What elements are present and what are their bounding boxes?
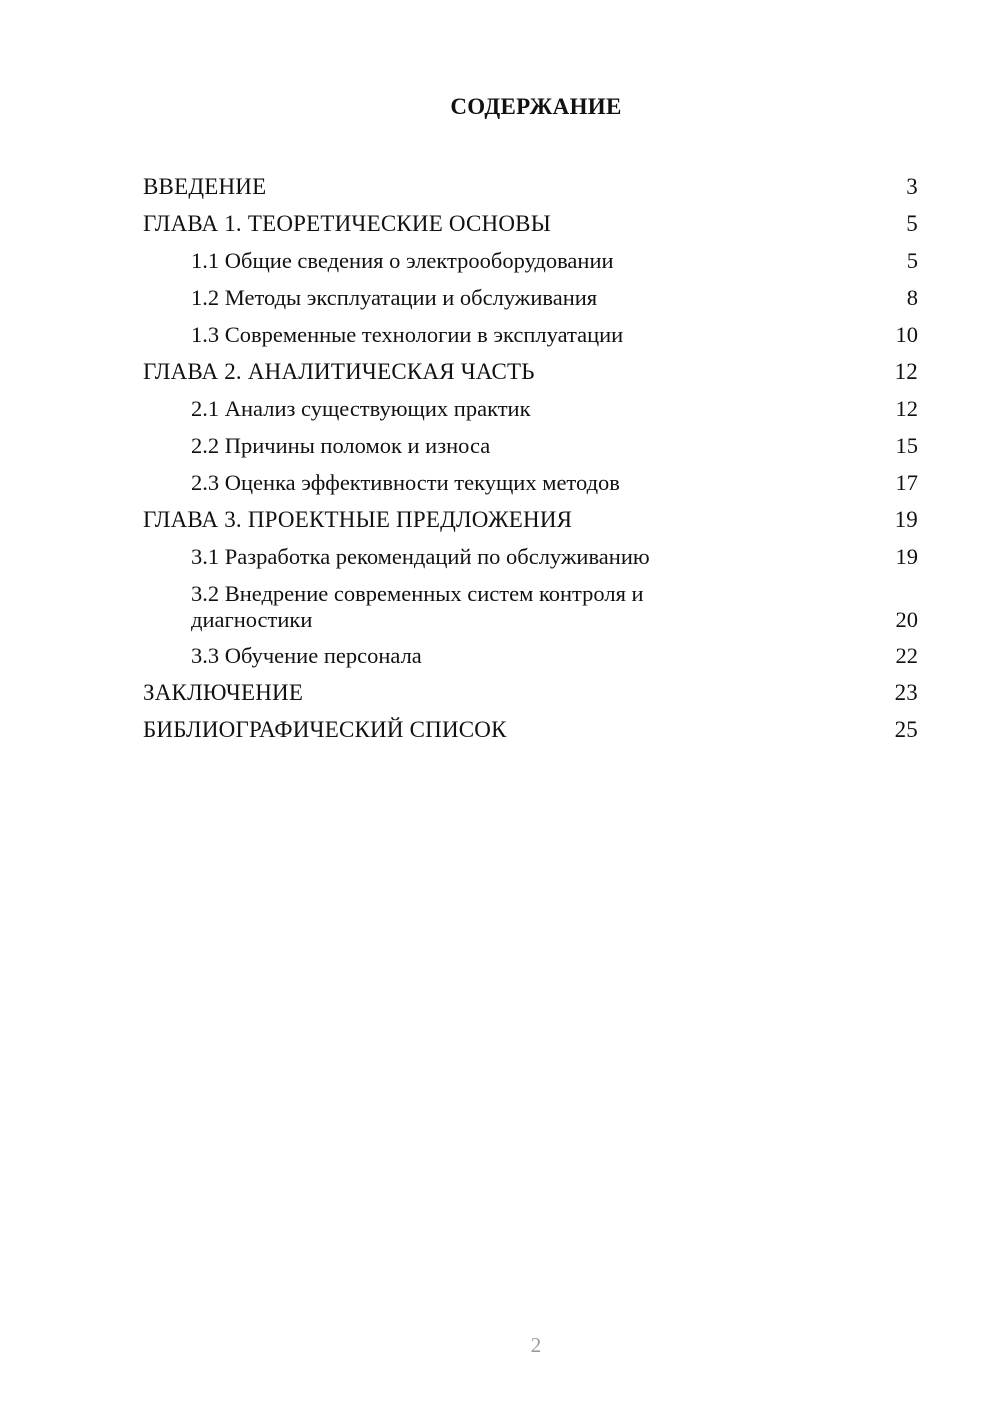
toc-entry-text: ВВЕДЕНИЕ (143, 174, 267, 199)
toc-entry-section-1-2 (143, 279, 918, 316)
toc-entry-text: 1.1 Общие сведения о электрооборудовании (191, 248, 614, 273)
toc-entry-page: 3 (906, 174, 918, 199)
toc-entry-introduction (143, 168, 918, 205)
toc-entry-section-3-3 (143, 637, 918, 674)
toc-entry-section-3-1 (143, 538, 918, 575)
toc-entry-text: 3.3 Обучение персонала (191, 643, 422, 668)
toc-entry-section-2-1 (143, 390, 918, 427)
toc-entry-section-2-2 (143, 427, 918, 464)
page-title: СОДЕРЖАНИЕ (450, 94, 622, 119)
toc-entry-page: 20 (895, 607, 918, 632)
toc-entry-conclusion (143, 674, 918, 711)
toc-entry-text: ГЛАВА 3. ПРОЕКТНЫЕ ПРЕДЛОЖЕНИЯ (143, 507, 573, 532)
page-number: 2 (530, 1333, 542, 1357)
toc-entry-chapter-2 (143, 353, 918, 390)
toc-entry-page: 23 (894, 680, 918, 705)
toc-entry-page: 12 (895, 396, 918, 421)
toc-entry-text: ГЛАВА 1. ТЕОРЕТИЧЕСКИЕ ОСНОВЫ (143, 211, 551, 236)
toc-entry-page: 10 (895, 322, 918, 347)
toc-entry-text: БИБЛИОГРАФИЧЕСКИЙ СПИСОК (143, 717, 507, 742)
toc-entry-text: 2.1 Анализ существующих практик (191, 396, 531, 421)
toc-entry-text: 3.1 Разработка рекомендаций по обслуживанию (191, 544, 650, 569)
toc-entry-text: 2.2 Причины поломок и износа (191, 433, 491, 458)
toc-entry-text: 3.2 Внедрение современных систем контроля и диагностики (191, 581, 644, 632)
toc-entry-text: ГЛАВА 2. АНАЛИТИЧЕСКАЯ ЧАСТЬ (143, 359, 535, 384)
toc-entry-page: 19 (894, 507, 918, 532)
toc-entry-page: 8 (906, 285, 918, 310)
toc-entry-text: 2.3 Оценка эффективности текущих методов (191, 470, 620, 495)
toc-entry-text: ЗАКЛЮЧЕНИЕ (143, 680, 304, 705)
toc-entry-chapter-3 (143, 501, 918, 538)
toc-entry-section-3-2 (143, 575, 918, 637)
toc-entry-page: 15 (895, 433, 918, 458)
toc-entry-page: 5 (906, 211, 918, 236)
toc-entry-page: 12 (894, 359, 918, 384)
toc-entry-text: 1.3 Современные технологии в эксплуатации (191, 322, 624, 347)
toc-entry-page: 5 (906, 248, 918, 273)
toc-entry-page: 19 (895, 544, 918, 569)
toc-entry-page: 25 (894, 717, 918, 742)
toc-entry-text: 1.2 Методы эксплуатации и обслуживания (191, 285, 598, 310)
toc-entry-chapter-1 (143, 205, 918, 242)
table-of-contents (143, 168, 918, 748)
toc-entry-page: 17 (895, 470, 918, 495)
toc-entry-section-2-3 (143, 464, 918, 501)
toc-entry-page: 22 (895, 643, 918, 668)
toc-entry-section-1-1 (143, 242, 918, 279)
toc-entry-bibliography (143, 711, 918, 748)
toc-entry-section-1-3 (143, 316, 918, 353)
